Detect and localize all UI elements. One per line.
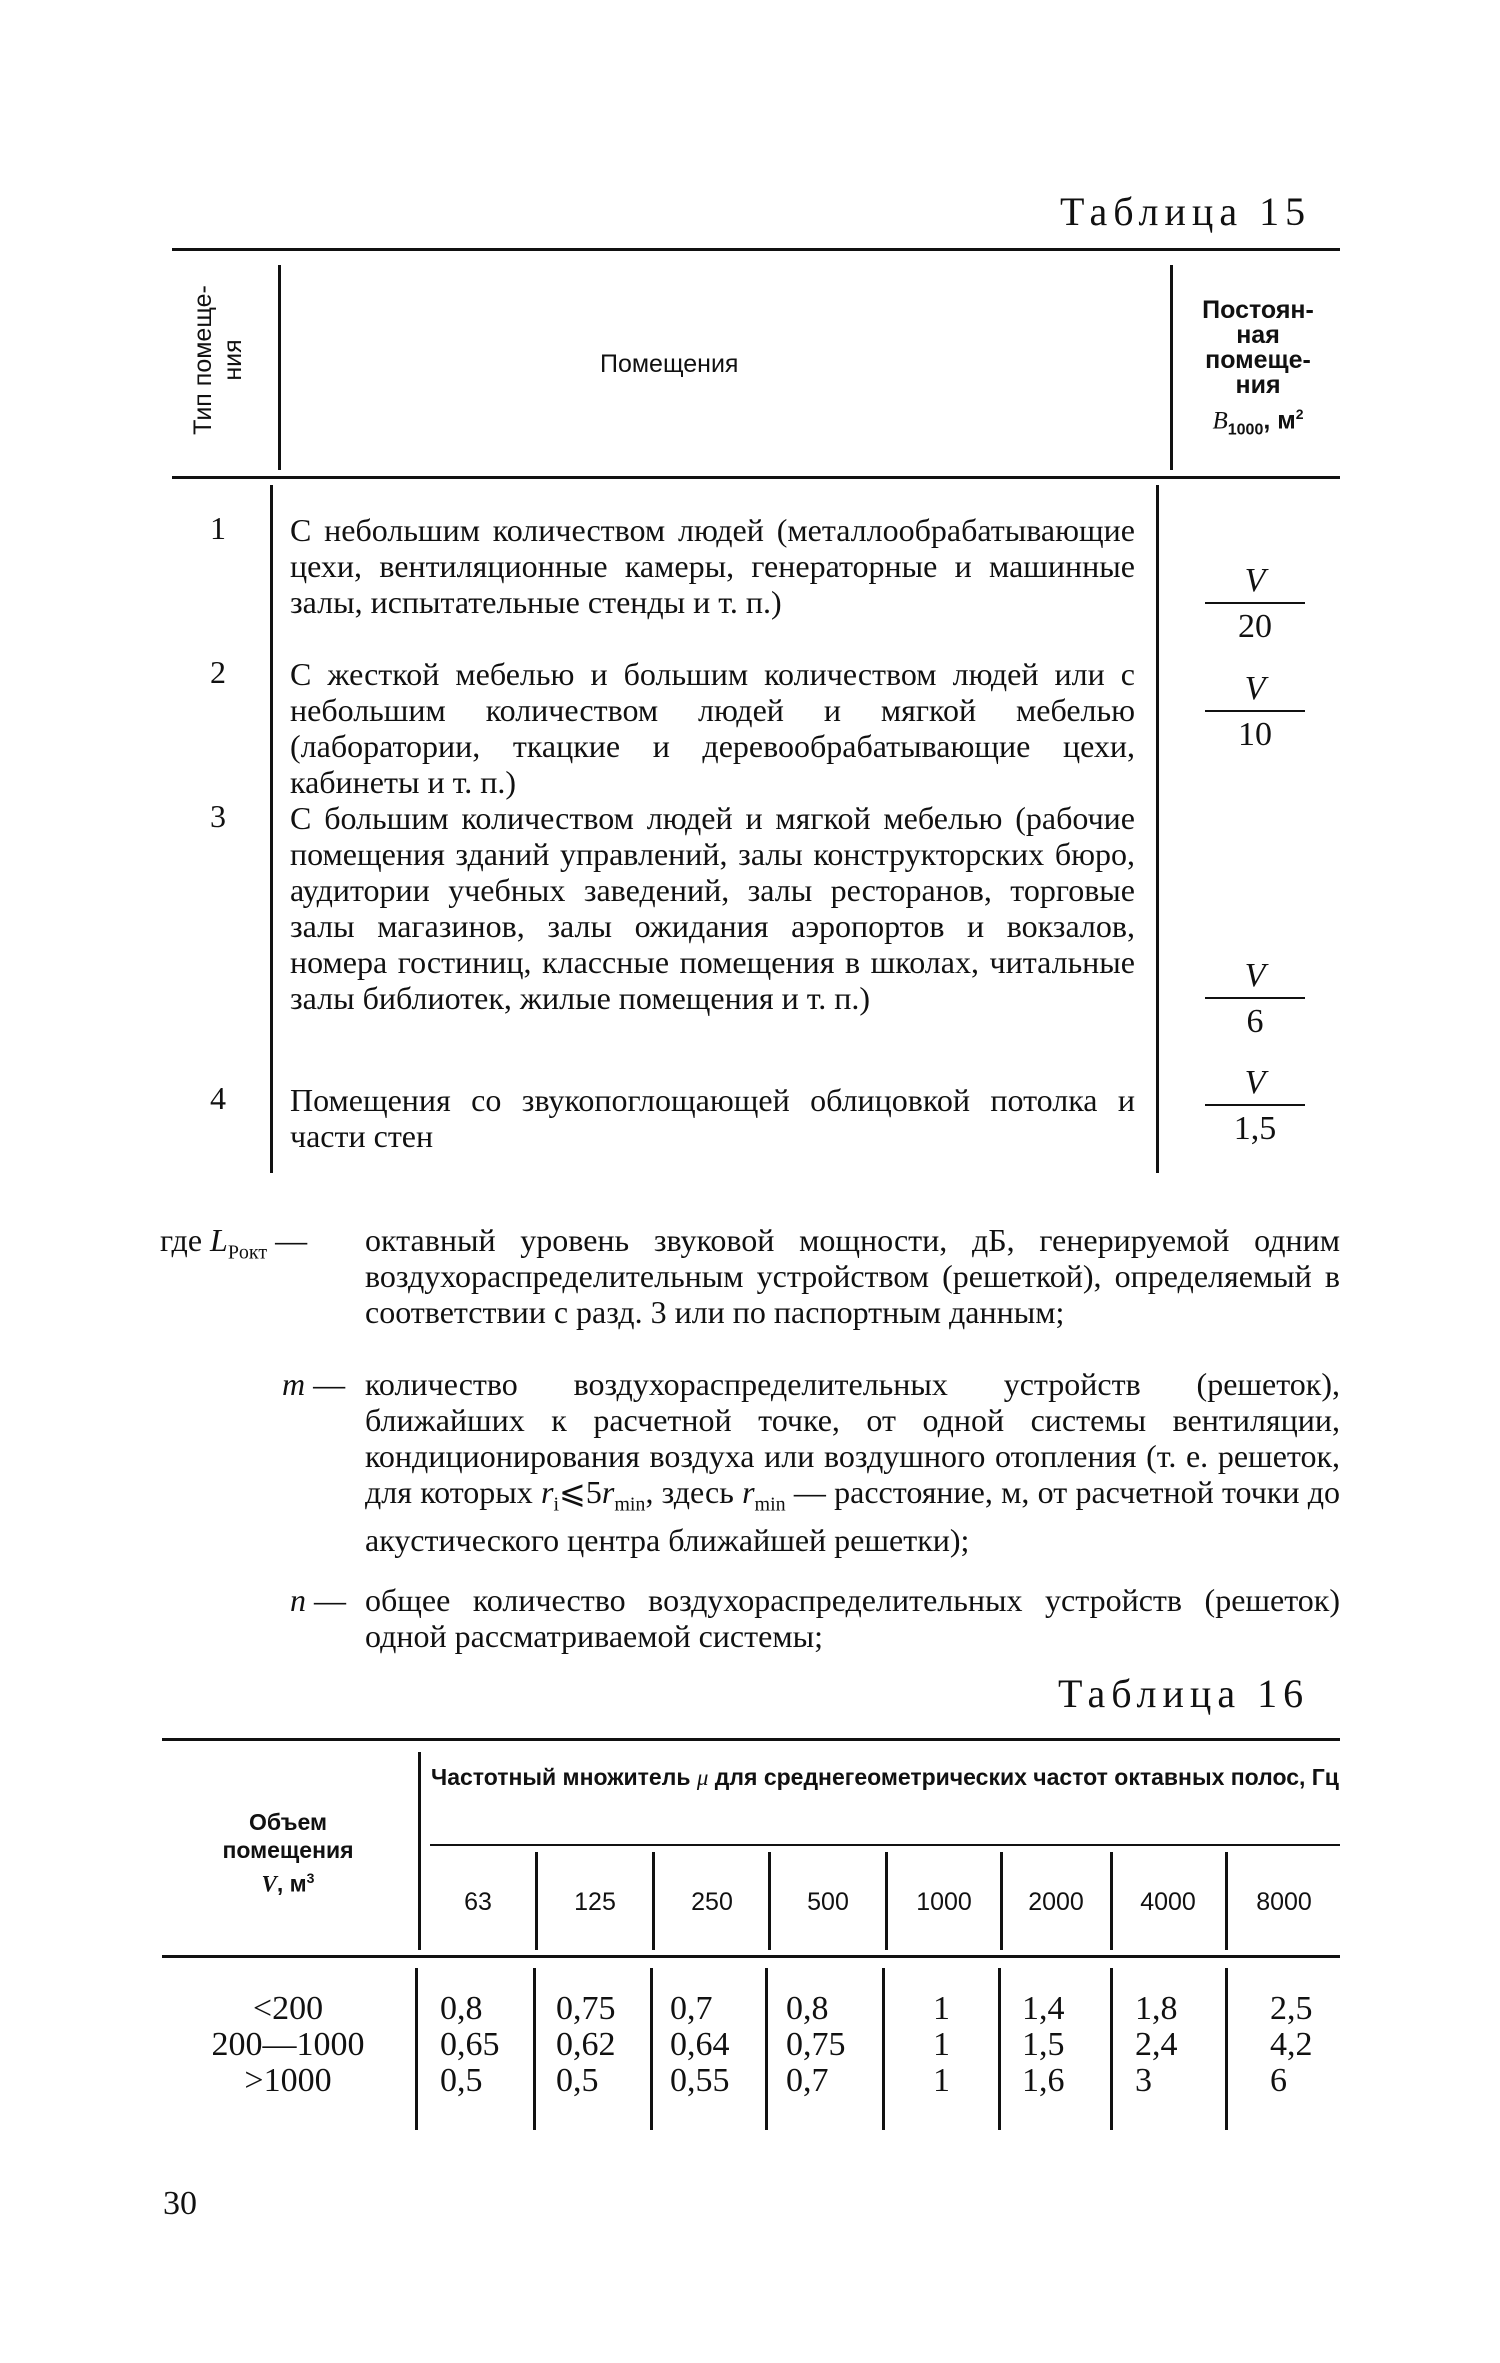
ri-subscript: i bbox=[553, 1493, 560, 1516]
row-2-number: 2 bbox=[210, 654, 226, 690]
legend-desc-lpokt: октавный уровень звуковой мощности, дБ, генерируемой одним воздухораспределительным устройством (решеткой), определяемый в соответствии с разд. 3 или по паспортным данным; bbox=[365, 1222, 1340, 1330]
row-4-constant bbox=[1200, 1062, 1310, 1150]
cell-r3-8000: 6 bbox=[1270, 2062, 1287, 2099]
header-rooms: Помещения bbox=[600, 350, 739, 378]
header-room-type-line2: ния bbox=[219, 339, 247, 381]
t16-body-divider bbox=[882, 1968, 885, 2130]
table-15-caption: Таблица 15 bbox=[1060, 189, 1312, 234]
constant-unit-power: 2 bbox=[1295, 406, 1304, 422]
freq-250: 250 bbox=[691, 1888, 733, 1916]
cell-r3-4000: 3 bbox=[1135, 2062, 1152, 2099]
row-1-text: С небольшим количеством людей (металлообрабатывающие цехи, вентиляционные камеры, генераторные и машинные залы, испытательные стенды и т. п.) bbox=[290, 512, 1135, 620]
t16-body-divider bbox=[533, 1968, 536, 2130]
header-frequency-multiplier bbox=[430, 1763, 1340, 1792]
multiplier-header-part1: Частотный множитель bbox=[431, 1764, 697, 1790]
header-room-type-line1: Тип помеще- bbox=[189, 285, 217, 435]
legend-dash: — bbox=[306, 1582, 346, 1618]
row-4-denominator: 1,5 bbox=[1233, 1110, 1277, 1147]
table-16-top-rule bbox=[162, 1738, 1340, 1741]
legend-dash: — bbox=[267, 1222, 308, 1258]
legend-dash: — bbox=[305, 1366, 346, 1402]
row-3-numerator: V bbox=[1244, 957, 1266, 994]
cell-r2-125: 0,62 bbox=[556, 2026, 616, 2063]
volume-symbol: V bbox=[261, 1871, 277, 1897]
t16-body-divider bbox=[1225, 1968, 1228, 2130]
row-3-constant bbox=[1200, 955, 1310, 1043]
n-symbol: n bbox=[290, 1582, 306, 1618]
table-16-subheader-rule bbox=[430, 1844, 1340, 1846]
m-desc-part2: , здесь bbox=[645, 1474, 743, 1510]
legend-where: где bbox=[160, 1222, 211, 1258]
constant-unit: , м bbox=[1263, 406, 1296, 435]
row-3-denominator: 6 bbox=[1246, 1003, 1264, 1040]
rmin-symbol-2: r bbox=[742, 1474, 755, 1510]
row-1-numerator: V bbox=[1244, 562, 1266, 599]
freq-4000: 4000 bbox=[1140, 1888, 1196, 1916]
t16-body-divider bbox=[415, 1968, 418, 2130]
legend-term-n bbox=[290, 1582, 346, 1618]
volume-row-2: 200—1000 bbox=[211, 2026, 365, 2063]
row-4-numerator: V bbox=[1244, 1064, 1266, 1101]
constant-subscript: 1000 bbox=[1227, 421, 1264, 439]
constant-symbol: B bbox=[1212, 407, 1228, 435]
cell-r3-500: 0,7 bbox=[786, 2062, 829, 2099]
rmin-symbol-1: r bbox=[601, 1474, 615, 1510]
row-2-constant bbox=[1200, 668, 1310, 756]
mu-symbol: μ bbox=[696, 1765, 709, 1790]
cell-r3-1000: 1 bbox=[933, 2062, 950, 2099]
header-constant-line1: Постоян- bbox=[1202, 296, 1314, 324]
table-15-body-divider-left bbox=[270, 485, 273, 1173]
cell-r2-500: 0,75 bbox=[786, 2026, 846, 2063]
cell-r2-250: 0,64 bbox=[670, 2026, 730, 2063]
page-number: 30 bbox=[163, 2185, 197, 2222]
cell-r1-500: 0,8 bbox=[786, 1990, 829, 2027]
row-1-denominator: 20 bbox=[1238, 608, 1272, 645]
freq-2000: 2000 bbox=[1028, 1888, 1084, 1916]
row-2-numerator: V bbox=[1244, 670, 1266, 707]
volume-row-3: >1000 bbox=[244, 2062, 332, 2099]
table-16-header-rule bbox=[162, 1955, 1340, 1958]
t16-body-divider bbox=[650, 1968, 653, 2130]
row-2-text: С жесткой мебелью и большим количеством людей или с небольшим количеством людей и мягкой мебелью (лаборатории, ткацкие и деревообрабатывающие цехи, кабинеты и т. п.) bbox=[290, 656, 1135, 800]
ri-symbol: r bbox=[541, 1474, 554, 1510]
cell-r3-2000: 1,6 bbox=[1022, 2062, 1065, 2099]
row-2-denominator: 10 bbox=[1238, 716, 1272, 753]
volume-unit: , м bbox=[276, 1870, 307, 1897]
table-15-header-divider-right bbox=[1170, 265, 1173, 470]
row-4-number: 4 bbox=[210, 1080, 226, 1116]
freq-500: 500 bbox=[807, 1888, 849, 1916]
lpokt-subscript: Pокт bbox=[227, 1241, 268, 1264]
header-constant-line4: ния bbox=[1235, 371, 1281, 399]
cell-r2-2000: 1,5 bbox=[1022, 2026, 1065, 2063]
t16-body-divider bbox=[765, 1968, 768, 2130]
cell-r2-8000: 4,2 bbox=[1270, 2026, 1313, 2063]
cell-r1-250: 0,7 bbox=[670, 1990, 713, 2027]
multiplier-header-part2: для среднегеометрических частот октавных полос, Гц bbox=[708, 1764, 1339, 1790]
cell-r2-63: 0,65 bbox=[440, 2026, 500, 2063]
cell-r1-1000: 1 bbox=[933, 1990, 950, 2027]
header-constant-line2: ная bbox=[1236, 321, 1280, 349]
cell-r3-125: 0,5 bbox=[556, 2062, 599, 2099]
table-15-body-divider-right bbox=[1156, 485, 1159, 1173]
table-15-header-divider-left bbox=[278, 265, 281, 470]
row-3-text: С большим количеством людей и мягкой мебелью (рабочие помещения зданий управлений, залы конструкторских бюро, аудитории учебных заведений, залы ресторанов, торговые залы магазинов, залы ожидания аэропортов и вокзалов, номера гостиниц, классные помещения в школах, читальные залы библиотек, жилые помещения и т. п.) bbox=[290, 800, 1135, 1016]
cell-r2-4000: 2,4 bbox=[1135, 2026, 1178, 2063]
rmin-subscript-2: min bbox=[754, 1493, 786, 1516]
volume-unit-power: 3 bbox=[306, 1870, 315, 1886]
legend-term-m bbox=[282, 1366, 345, 1402]
le-five: ⩽5 bbox=[559, 1474, 602, 1510]
row-1-constant bbox=[1200, 560, 1310, 648]
row-4-text: Помещения со звукопоглощающей облицовкой потолка и части стен bbox=[290, 1082, 1135, 1154]
t16-body-divider bbox=[998, 1968, 1001, 2130]
row-3-number: 3 bbox=[210, 798, 226, 834]
cell-r1-125: 0,75 bbox=[556, 1990, 616, 2027]
freq-8000: 8000 bbox=[1256, 1888, 1312, 1916]
cell-r1-63: 0,8 bbox=[440, 1990, 483, 2027]
table-15-top-rule bbox=[172, 248, 1340, 251]
m-desc-part3: — расстояние, м, от расчетной точки до акустического центра ближайшей решетки); bbox=[365, 1474, 1341, 1559]
t16-body-divider bbox=[1110, 1968, 1113, 2130]
lpokt-symbol: L bbox=[210, 1222, 228, 1258]
legend-desc-m bbox=[365, 1366, 1340, 1558]
legend-desc-n: общее количество воздухораспределительных устройств (решеток) одной рассматриваемой системы; bbox=[365, 1582, 1340, 1654]
cell-r1-8000: 2,5 bbox=[1270, 1990, 1313, 2027]
cell-r3-63: 0,5 bbox=[440, 2062, 483, 2099]
freq-1000: 1000 bbox=[916, 1888, 972, 1916]
volume-header-line1: Объем bbox=[248, 1809, 328, 1835]
m-desc-part1: количество воздухораспределительных устройств (решеток), ближайших к расчетной точке, от одной системы вентиляции, кондиционирования воздуха или воздушного отопления (т. е. решеток, для которых bbox=[365, 1366, 1340, 1510]
freq-63: 63 bbox=[464, 1888, 492, 1916]
m-symbol: m bbox=[282, 1366, 306, 1402]
header-constant-line3: помеще- bbox=[1205, 346, 1311, 374]
cell-r3-250: 0,55 bbox=[670, 2062, 730, 2099]
volume-row-1: <200 bbox=[252, 1990, 324, 2027]
table-16-caption: Таблица 16 bbox=[1058, 1671, 1310, 1716]
freq-125: 125 bbox=[574, 1888, 616, 1916]
volume-header-line2: помещения bbox=[222, 1837, 354, 1863]
cell-r1-4000: 1,8 bbox=[1135, 1990, 1178, 2027]
table-15-header-rule bbox=[172, 476, 1340, 479]
legend-term-lpokt bbox=[160, 1222, 307, 1270]
header-room-constant bbox=[1178, 298, 1338, 442]
header-room-type bbox=[188, 255, 248, 465]
row-1-number: 1 bbox=[210, 510, 226, 546]
t16-header-divider-volume bbox=[418, 1752, 421, 1950]
cell-r2-1000: 1 bbox=[933, 2026, 950, 2063]
rmin-subscript-1: min bbox=[614, 1493, 646, 1516]
cell-r1-2000: 1,4 bbox=[1022, 1990, 1065, 2027]
header-room-volume bbox=[168, 1808, 408, 1899]
